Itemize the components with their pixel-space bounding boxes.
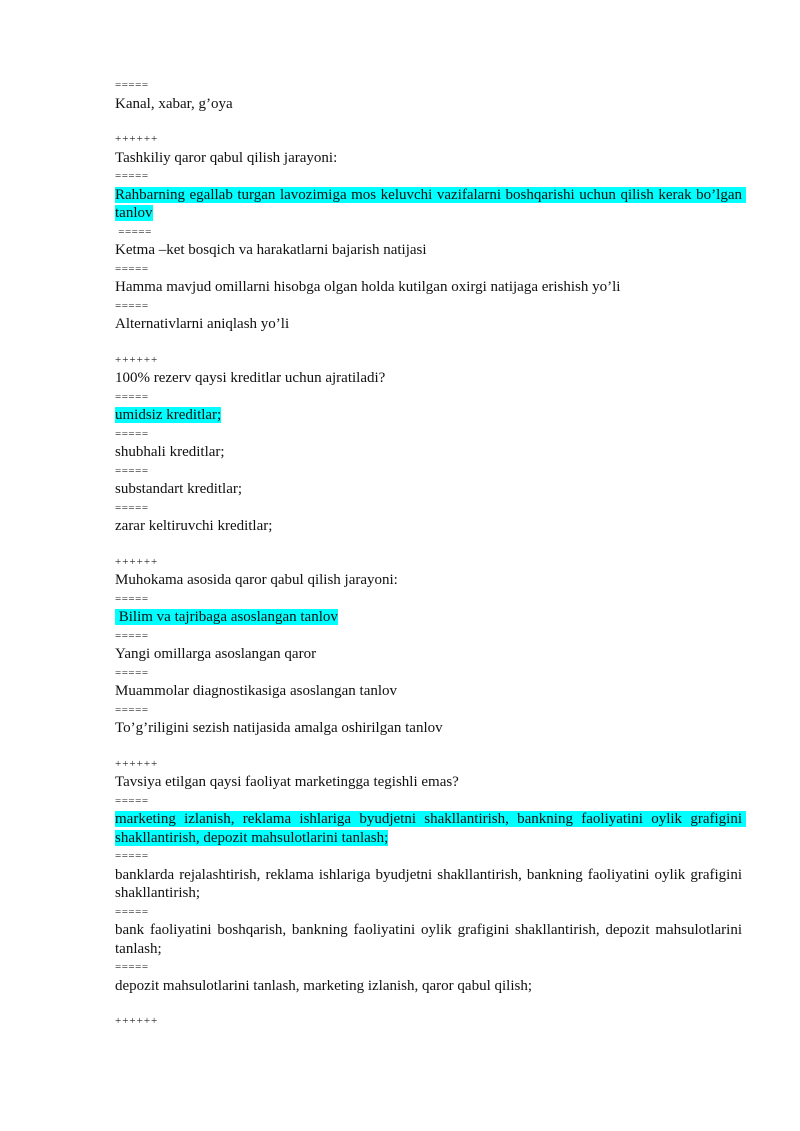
question-block [115, 130, 746, 334]
question-text: Tashkiliy qaror qabul qilish jarayoni: [115, 149, 338, 166]
separator: ===== [115, 666, 149, 679]
correct-answer-option [115, 810, 746, 847]
answer-option [115, 977, 742, 996]
answer-text: bank faoliyatini boshqarish, bankning faoliyatini oylik grafigini shakllantirish, depozit mahsulotlarini tanlash; [115, 922, 746, 957]
answer-text: Muammolar diagnostikasiga asoslangan tanlov [115, 683, 398, 699]
answer-option [115, 866, 746, 903]
answer-option [115, 719, 742, 738]
question-marker: ++++++ [115, 757, 159, 770]
answer-option [115, 921, 746, 958]
answer-option [115, 241, 742, 260]
answer-option [115, 645, 742, 664]
separator: ===== [115, 703, 149, 716]
separator: ===== [115, 170, 149, 182]
question-marker: ++++++ [115, 133, 159, 145]
answer-text: Yangi omillarga asoslangan qaror [115, 646, 317, 662]
answer-option [115, 315, 742, 334]
answer-text: shubhali kreditlar; [115, 444, 225, 460]
correct-answer-option [115, 406, 742, 425]
separator: ===== [115, 262, 149, 275]
highlighted-answer-text: Bilim va tajribaga asoslangan tanlov [115, 609, 338, 625]
question-text: 100% rezerv qaysi kreditlar uchun ajratiladi? [115, 370, 386, 386]
answer-text: depozit mahsulotlarini tanlash, marketing izlanish, qaror qabul qilish; [115, 977, 532, 994]
answer-option [115, 480, 742, 499]
question-block [115, 351, 742, 536]
correct-answer-option [115, 186, 746, 223]
correct-answer-option [115, 608, 742, 627]
separator: ===== [115, 390, 149, 403]
question-text: Muhokama asosida qaror qabul qilish jarayoni: [115, 572, 398, 588]
separator: ===== [115, 592, 149, 605]
separator: ===== [115, 850, 149, 862]
answer-text: Hamma mavjud omillarni hisobga olgan holda kutilgan oxirgi natijaga erishish yo’li [115, 279, 621, 295]
separator: ===== [115, 427, 149, 440]
separator: ===== [115, 79, 149, 91]
separator: ===== [115, 225, 152, 238]
answer-text: Ketma –ket bosqich va harakatlarni bajarish natijasi [115, 242, 427, 258]
separator: ===== [115, 299, 149, 312]
answer-text: To’g’riligini sezish natijasida amalga oshirilgan tanlov [115, 720, 443, 736]
highlighted-answer-text: marketing izlanish, reklama ishlariga byudjetni shakllantirish, bankning faoliyatini oylik grafigini shakllantirish, depozit mahsulotlarini tanlash; [115, 811, 746, 846]
separator: ===== [115, 794, 149, 807]
question-marker: ++++++ [115, 555, 159, 568]
separator: ===== [115, 464, 149, 477]
question-text: Tavsiya etilgan qaysi faoliyat marketingga tegishli emas? [115, 774, 459, 790]
separator: ===== [115, 961, 149, 973]
answer-text: substandart kreditlar; [115, 481, 243, 497]
answer-option [115, 517, 742, 536]
question-block [115, 755, 746, 996]
separator: ===== [115, 501, 149, 514]
question-marker: ++++++ [115, 353, 159, 366]
separator: ===== [115, 629, 149, 642]
answer-option: Kanal, xabar, g’oya [115, 95, 233, 112]
answer-option [115, 278, 742, 297]
answer-text: zarar keltiruvchi kreditlar; [115, 518, 273, 534]
answer-text: Alternativlarni aniqlash yo’li [115, 316, 290, 332]
answer-option [115, 443, 742, 462]
question-marker: ++++++ [115, 1015, 159, 1027]
answer-text: banklarda rejalashtirish, reklama ishlariga byudjetni shakllantirish, bankning faoliyatini oylik grafigini shakllantirish; [115, 866, 746, 901]
highlighted-answer-text: umidsiz kreditlar; [115, 407, 222, 423]
answer-option [115, 682, 742, 701]
separator: ===== [115, 905, 149, 918]
question-list [115, 130, 746, 995]
question-block [115, 553, 742, 738]
highlighted-answer-text: Rahbarning egallab turgan lavozimiga mos keluvchi vazifalarni boshqarishi uchun qilish kerak bo’lgan tanlov [115, 186, 746, 221]
